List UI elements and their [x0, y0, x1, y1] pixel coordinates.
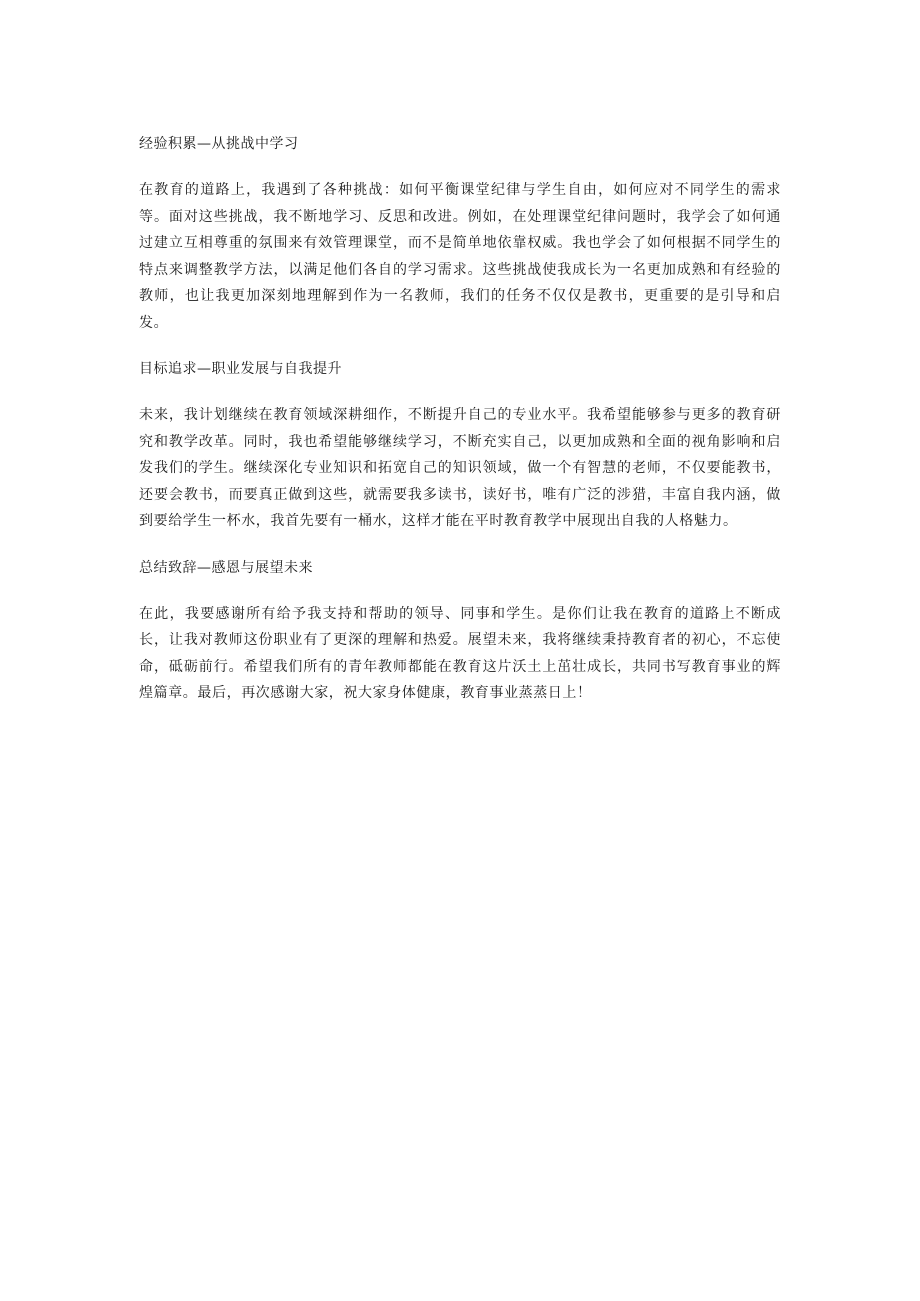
- section-heading-experience: 经验积累—从挑战中学习: [139, 136, 299, 152]
- section-heading-goals: 目标追求—职业发展与自我提升: [139, 361, 342, 377]
- section-paragraph-goals: 未来，我计划继续在教育领域深耕细作，不断提升自己的专业水平。我希望能够参与更多的教育研究和教学改革。同时，我也希望能够继续学习，不断充实自己，以更加成熟和全面的视角影响和启发我们的学生。继续深化专业知识和拓宽自己的知识领域，做一个有智慧的老师，不仅要能教书，还要会教书，而要真正做到这些，就需要我多读书，读好书，唯有广泛的涉猎，丰富自我内涵，做到要给学生一杯水，我首先要有一桶水，这样才能在平时教育教学中展现出自我的人格魅力。: [139, 407, 781, 529]
- document-body: [139, 131, 781, 727]
- section-paragraph-experience: 在教育的道路上，我遇到了各种挑战：如何平衡课堂纪律与学生自由，如何应对不同学生的需求等。面对这些挑战，我不断地学习、反思和改进。例如，在处理课堂纪律问题时，我学会了如何通过建立互相尊重的氛围来有效管理课堂，而不是简单地依靠权威。我也学会了如何根据不同学生的特点来调整教学方法，以满足他们各自的学习需求。这些挑战使我成长为一名更加成熟和有经验的教师，也让我更加深刻地理解到作为一名教师，我们的任务不仅仅是教书，更重要的是引导和启发。: [139, 182, 781, 331]
- section-paragraph-conclusion: 在此，我要感谢所有给予我支持和帮助的领导、同事和学生。是你们让我在教育的道路上不断成长，让我对教师这份职业有了更深的理解和热爱。展望未来，我将继续秉持教育者的初心，不忘使命，砥砺前行。希望我们所有的青年教师都能在教育这片沃土上茁壮成长，共同书写教育事业的辉煌篇章。最后，再次感谢大家，祝大家身体健康，教育事业蒸蒸日上！: [139, 605, 781, 701]
- section-heading-conclusion: 总结致辞—感恩与展望未来: [139, 559, 313, 576]
